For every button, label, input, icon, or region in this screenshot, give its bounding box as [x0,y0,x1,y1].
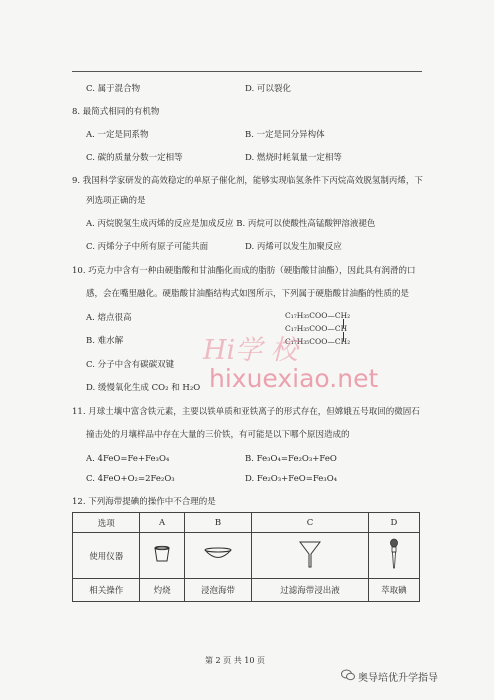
table-row-label: 使用仪器 [73,533,140,579]
q10-stem-line1: 10. 巧克力中含有一种由硬脂酸和甘油酯化而成的脂肪（硬脂酸甘油酯），因此具有润滑的口 [72,266,416,276]
q10-option-c: C. 分子中含有碳碳双键 [86,360,175,370]
table-cell: 萃取碘 [368,579,419,602]
table-row-label: 相关操作 [73,579,140,602]
q8-stem: 8. 最简式相同的有机物 [72,107,160,117]
q10-option-d: D. 缓慢氧化生成 CO₂ 和 H₂O [86,383,201,393]
table-header-cell: D [368,513,419,533]
crucible-icon [151,543,173,565]
table-cell: 过滤海带浸出液 [252,579,369,602]
brand-label: 奥导培优升学指导 [358,673,438,684]
q11-option-a: A. 4FeO=Fe+Fe₃O₄ [86,454,170,464]
q9-stem-line2: 列选项正确的是 [86,196,146,206]
table-header-cell: B [184,513,251,533]
table-row [73,533,420,579]
table-cell: 浸泡海带 [184,579,251,602]
q12-options-table [72,512,420,602]
table-cell [184,533,251,579]
q9-stem-line1: 9. 我国科学家研发的高效稳定的单原子催化剂，能够实现临氢条件下丙烷高效脱氢制丙烯，下 [72,176,423,186]
q8-option-a: A. 一定是同系物 [86,130,149,140]
q10-option-a: A. 熔点很高 [86,313,132,323]
table-header-cell: C [252,513,369,533]
q9-option-c: C. 丙烯分子中所有原子可能共面 [86,242,209,252]
q9-option-ab: A. 丙烷脱氢生成丙烯的反应是加成反应 B. 丙烷可以使酸性高锰酸钾溶液褪色 [86,219,376,229]
formula-line-2: C₁₇H₃₅COO—CH [285,324,348,333]
formula-bond-bottom [343,332,344,341]
formula-line-1: C₁₇H₃₅COO—CH₂ [285,311,351,320]
q11-stem-line1: 11. 月球土壤中富含铁元素，主要以铁单质和亚铁离子的形式存在，但嫦娥五号取回的微固石 [72,407,420,417]
evaporating-dish-icon [203,545,233,563]
q8-option-b: B. 一定是同分异构体 [245,130,325,140]
page-footer: 第 2 页 共 10 页 [205,656,265,665]
watermark-logo: Hi学 校 [203,335,298,366]
table-row [73,513,420,533]
dropper-icon [387,538,401,570]
table-cell [368,533,419,579]
formula-bond-top [343,319,344,328]
q11-option-b: B. Fe₃O₄=Fe₂O₃+FeO [245,454,337,464]
q11-option-c: C. 4FeO+O₂=2Fe₂O₃ [86,474,175,484]
wechat-icon [341,669,355,681]
q11-option-d: D. Fe₂O₃+FeO=Fe₃O₄ [245,474,338,484]
watermark-url: hixuexiao.net [209,364,379,393]
q10-stem-line2: 感，会在嘴里融化。硬脂酸甘油酯结构式如图所示，下列属于硬脂酸甘油酯的性质的是 [86,289,410,299]
top-rule [72,71,422,72]
table-header-cell: A [140,513,184,533]
table-cell [252,533,369,579]
q7-option-d: D. 可以裂化 [245,84,291,94]
q10-option-b: B. 难水解 [86,336,124,346]
q12-stem: 12. 下列海带提碘的操作中不合理的是 [72,497,216,507]
formula-line-3: C₁₇H₃₅COO—CH₂ [285,337,351,346]
table-row [73,579,420,602]
table-cell [140,533,184,579]
q8-option-d: D. 燃烧时耗氧量一定相等 [245,153,342,163]
table-header-cell: 选项 [73,513,140,533]
funnel-icon [298,539,322,569]
q9-option-d: D. 丙烯可以发生加聚反应 [245,242,342,252]
q11-stem-line2: 撞击处的月壤样品中存在大量的三价铁，有可能是以下哪个原因造成的 [86,430,350,440]
q7-option-c: C. 属于混合物 [86,84,141,94]
table-cell: 灼烧 [140,579,184,602]
q8-option-c: C. 碳的质量分数一定相等 [86,153,183,163]
